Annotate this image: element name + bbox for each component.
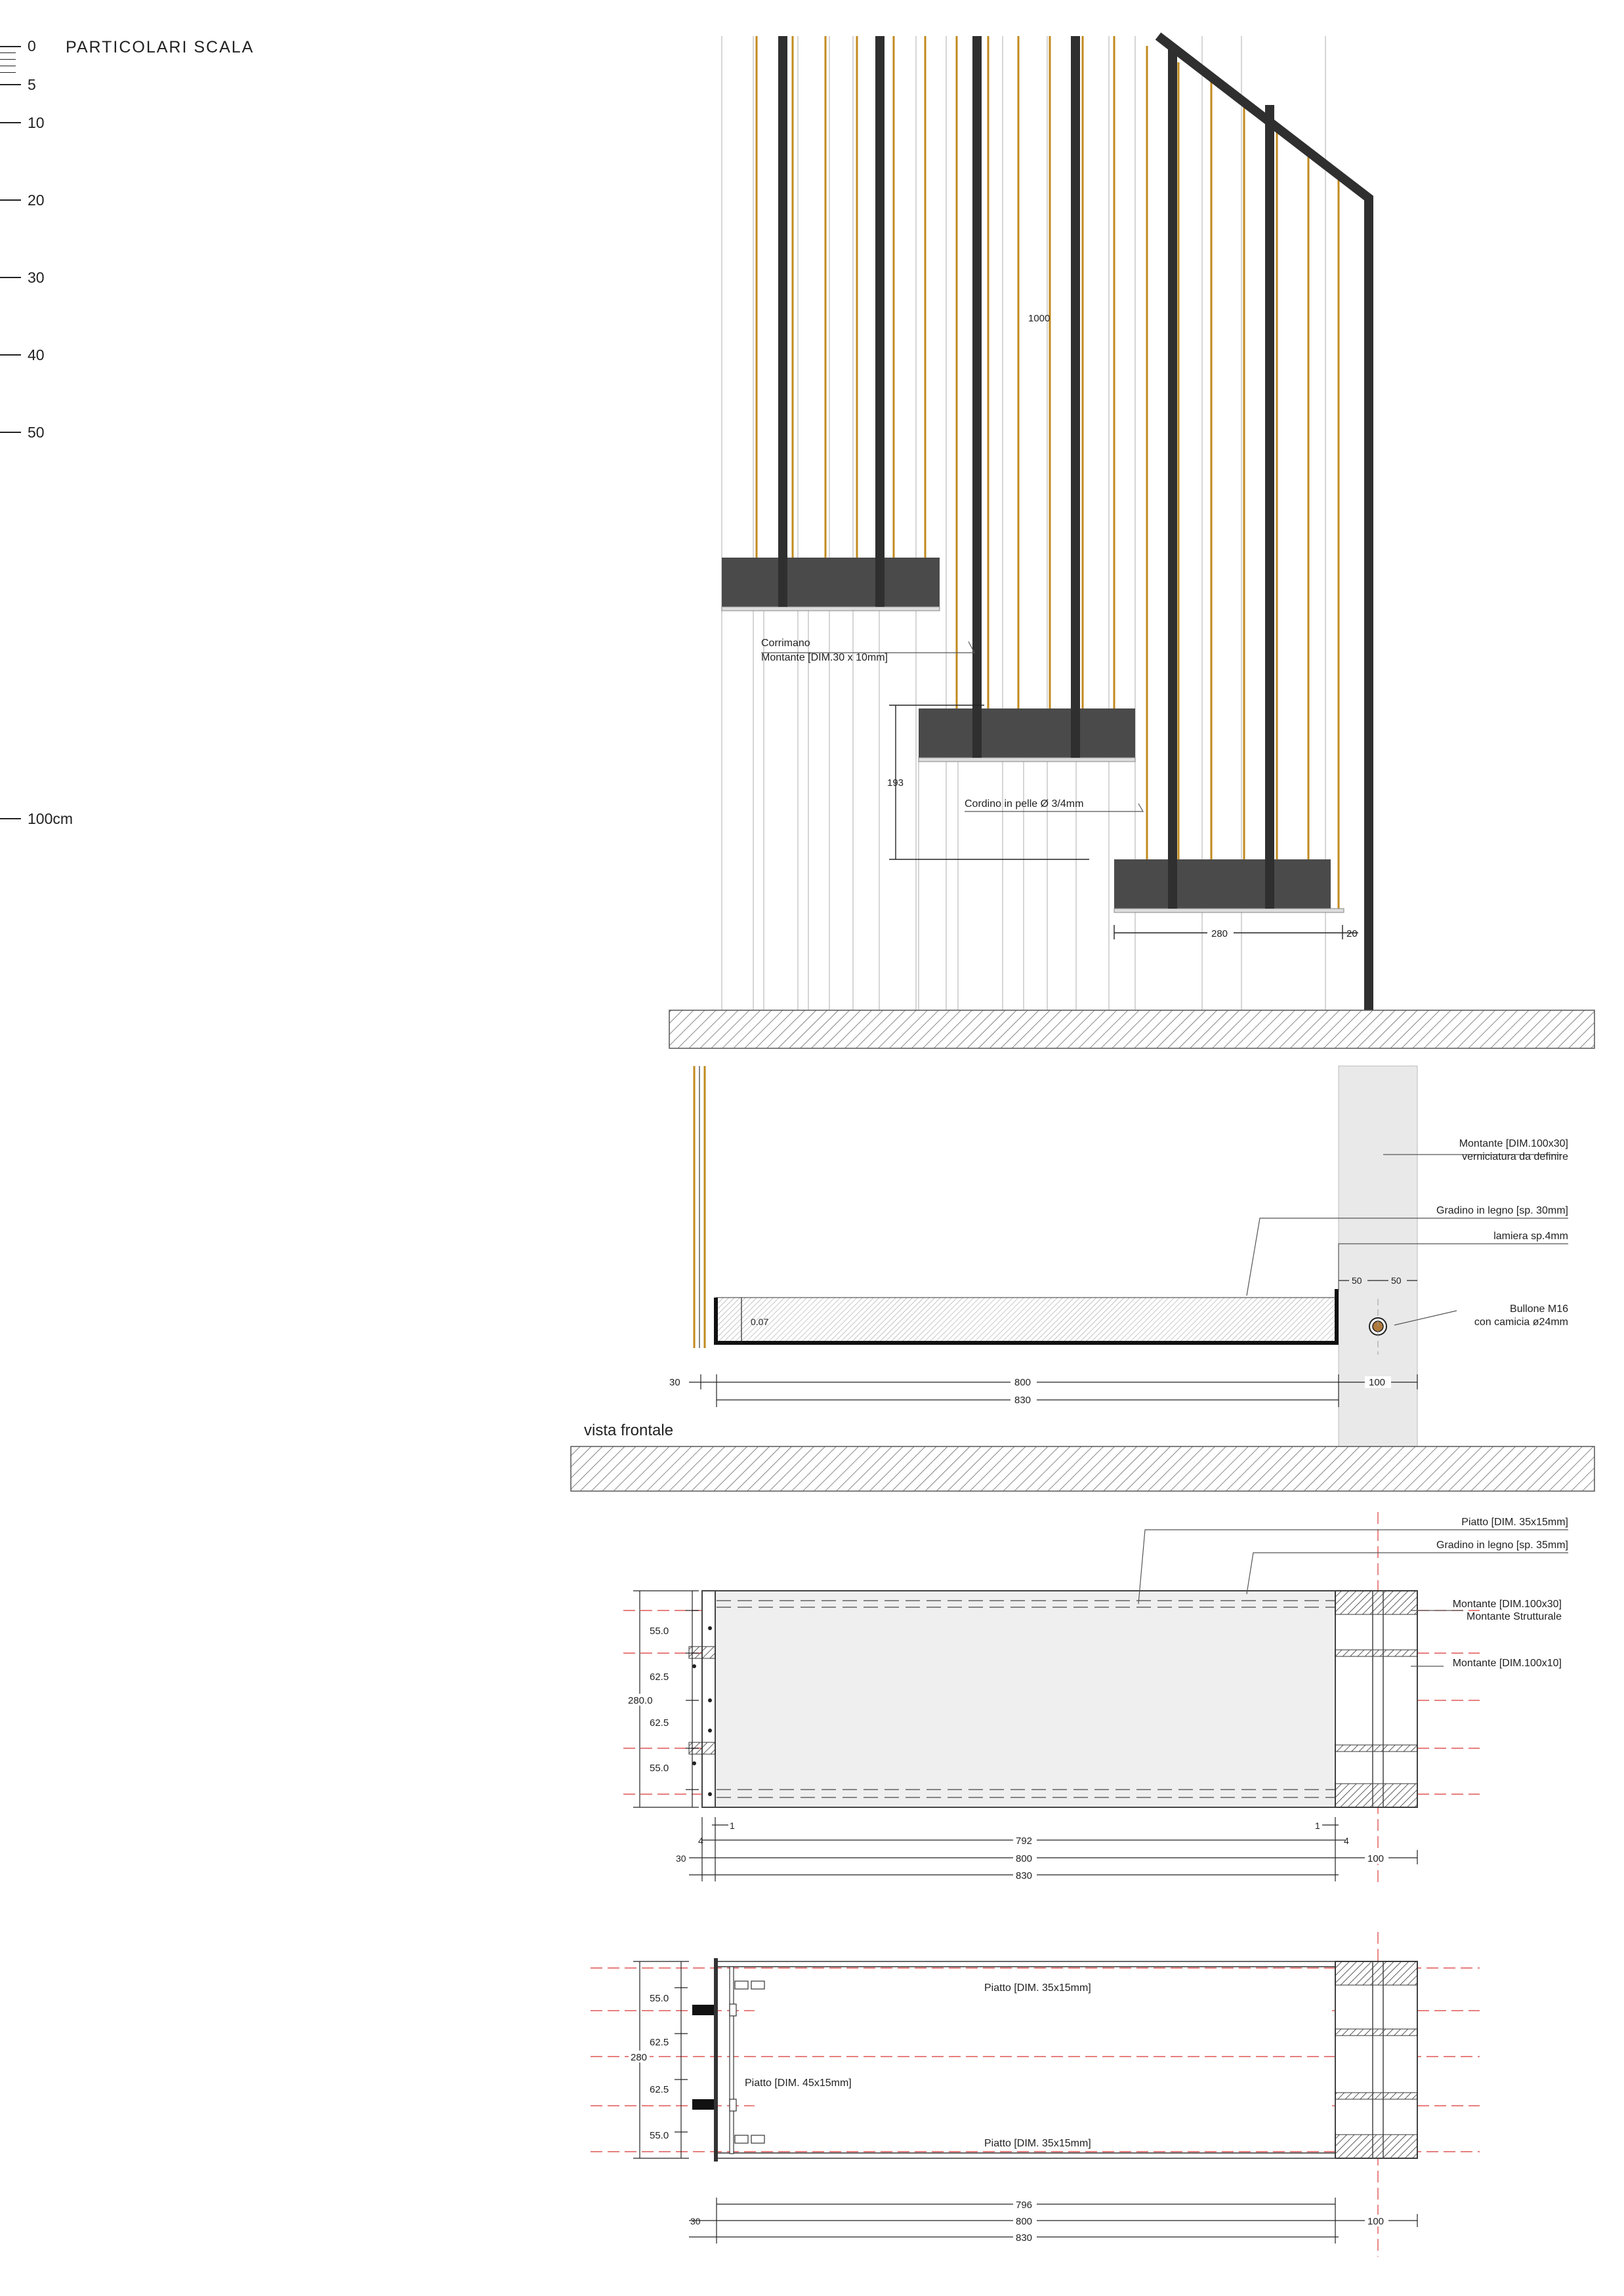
tread-block-3: [1114, 859, 1344, 912]
label-cord: Cordino in pelle Ø 3/4mm: [965, 798, 1084, 810]
bolt-icon: [692, 2099, 714, 2110]
ground-slab: [669, 1010, 1594, 1048]
sheet-title: PARTICOLARI SCALA: [66, 38, 255, 56]
scale-label: 5: [28, 76, 36, 93]
plan-dim-1b: 1: [1315, 1820, 1320, 1831]
tread-dim-text: 280: [1211, 928, 1228, 939]
scale-label: 30: [28, 269, 45, 286]
structure-bottom-dims: [689, 2198, 1417, 2244]
structure-dim-30: 30: [690, 2216, 701, 2226]
label-post-small: Montante [DIM.30 x 10mm]: [761, 652, 888, 663]
dim-100: 100: [1369, 1377, 1386, 1388]
dim-thickness-text: 0.07: [751, 1317, 769, 1327]
flat-bottom: [717, 2153, 1337, 2158]
front-steel-sheet: [717, 1341, 1337, 1345]
structure-dim-796: 796: [1016, 2200, 1033, 2211]
plan-dim-4b: 4: [1344, 1835, 1349, 1846]
dim-830: 830: [1014, 1395, 1031, 1406]
dim-50b: 50: [1391, 1275, 1402, 1286]
plan-post: [1335, 1591, 1417, 1807]
plan-dim: 62.5: [650, 1671, 669, 1683]
plan-dim-4a: 4: [698, 1835, 703, 1846]
flat-top: [717, 1961, 1337, 1967]
label-handrail: Corrimano: [761, 638, 810, 649]
plan-dim: 62.5: [650, 1717, 669, 1729]
structure-dim-total: 280: [631, 2052, 648, 2063]
flat-side: [714, 1958, 718, 2162]
structure-dim: 55.0: [650, 2130, 669, 2141]
scale-label: 10: [28, 114, 45, 131]
label-plan-flat: Piatto [DIM. 35x15mm]: [1461, 1517, 1568, 1528]
scale-label: 100cm: [28, 810, 73, 827]
label-front-bolt-sleeve: con camicia ø24mm: [1474, 1317, 1568, 1328]
scale-label: 50: [28, 424, 45, 441]
plan-bottom-dims: [689, 1817, 1417, 1881]
structure-dim: 62.5: [650, 2084, 669, 2095]
label-front-tread: Gradino in legno [sp. 30mm]: [1436, 1205, 1568, 1216]
front-view-title: vista frontale: [584, 1422, 674, 1439]
label-flat-bottom: Piatto [DIM. 35x15mm]: [984, 2138, 1091, 2149]
label-plan-post-thin: Montante [DIM.100x10]: [1452, 1658, 1562, 1669]
tread-block-2: [919, 708, 1135, 762]
plan-post-structure: [1335, 1961, 1417, 2158]
plan-dim: 55.0: [650, 1626, 669, 1637]
plan-dim-792: 792: [1016, 1835, 1033, 1847]
plan-dim-830: 830: [1016, 1870, 1033, 1881]
dim-800: 800: [1014, 1377, 1031, 1388]
dim-30: 30: [669, 1377, 680, 1388]
structure-dim-800: 800: [1016, 2216, 1033, 2227]
structure-dim-100: 100: [1367, 2216, 1385, 2227]
dim-50a: 50: [1352, 1275, 1362, 1286]
height-dim-text: 1000: [1028, 313, 1051, 324]
label-front-post-finish: verniciatura da definire: [1462, 1151, 1568, 1162]
scale-label: 0: [28, 37, 36, 54]
label-front-bolt: Bullone M16: [1510, 1303, 1568, 1315]
plan-tread: [715, 1591, 1335, 1807]
plan-dim: 55.0: [650, 1763, 669, 1774]
front-tread: [717, 1298, 1337, 1343]
riser-dim-text: 193: [887, 777, 904, 789]
stair-elevation: [669, 36, 1594, 1048]
label-plan-tread: Gradino in legno [sp. 35mm]: [1436, 1540, 1568, 1551]
plan-dim-800: 800: [1016, 1853, 1033, 1864]
structure-dim-830: 830: [1016, 2232, 1033, 2244]
plan-dim-total: 280.0: [628, 1695, 653, 1706]
label-flat-mid: Piatto [DIM. 45x15mm]: [745, 2078, 852, 2089]
tread-block-1: [722, 558, 940, 611]
nosing-dim-text: 20: [1346, 928, 1358, 939]
structure-dim: 62.5: [650, 2037, 669, 2048]
plan-dim-30: 30: [676, 1853, 686, 1864]
plan-dim-100: 100: [1367, 1853, 1385, 1864]
front-ground: [571, 1446, 1594, 1491]
scale-label: 20: [28, 192, 45, 209]
plan-view-tread: [623, 1512, 1568, 1883]
plan-dim-1a: 1: [730, 1820, 735, 1831]
front-post: [1339, 1066, 1417, 1446]
front-view: [571, 1066, 1594, 1491]
tread-dimension: [1114, 925, 1358, 939]
bolt-icon: [692, 2005, 714, 2015]
label-front-post: Montante [DIM.100x30]: [1459, 1138, 1568, 1149]
label-plan-post: Montante [DIM.100x30]: [1452, 1599, 1562, 1610]
label-flat-top: Piatto [DIM. 35x15mm]: [984, 1982, 1091, 1994]
plan-view-structure: [591, 1932, 1480, 2257]
structure-dim: 55.0: [650, 1993, 669, 2004]
label-front-sheet: lamiera sp.4mm: [1493, 1231, 1568, 1242]
label-plan-post-struct: Montante Strutturale: [1467, 1611, 1562, 1622]
scale-label: 40: [28, 346, 45, 363]
